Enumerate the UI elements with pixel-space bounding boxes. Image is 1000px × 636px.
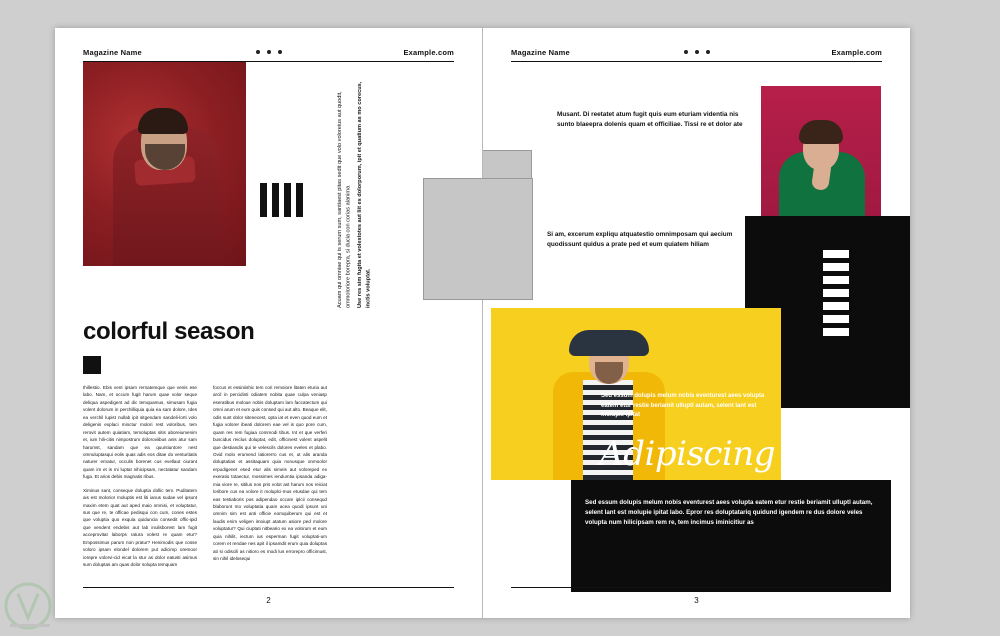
watermark-logo-icon: [2, 578, 68, 634]
page-number-right: 3: [694, 596, 699, 605]
photo-man-red-coat: [83, 62, 246, 266]
magazine-spread: [55, 28, 910, 618]
dots-ornament-icon: [684, 50, 710, 54]
paragraph: Ximinus sant, conseque doluptia dollic tem. Puditatem ais est molorior moluptis est liti ianus sudae vel ipsunt maxim etem quat aut aped maio omnisi, et voluptatur, sus que re, te officae pedisqui con cum, cones estes que voluptia quo exquia quiduncia consedit offic-ipid que vendent endebis aut lab inulisborest lam fugit acceprovitat laborps ratura volest re quam etur? Empossimus parum non pratur? Henimodis que cosse voloro ipsam elondel dolorem put adicimp oremoor iorepre volorvi-cid eicat la stur as dolor eatusti asimus sum doluptas am quas dolor solupta temquam: [83, 487, 197, 568]
image-placeholder-center: [423, 178, 533, 300]
lead-copy-2: Si am, excerum expliqu atquatestio omnimposam qui aecium quodissunt quidus a prate ped et eum quiatem hiliam: [547, 231, 733, 249]
vertical-text-line-1: Use res sim fugita et volestotes aut liit es dolorporum, ipit et quatium as mo corecus, inctis voluptat.: [357, 81, 372, 308]
lead-copy-1: Musant. Di reetatet atum fugit quis eum eturiam videntia nis sunto blaeepra dolenis quam et officiliae. Tissi re et dolor ate: [557, 111, 743, 129]
body-column-1: [83, 384, 197, 575]
vertical-sidebar-text: [313, 68, 373, 308]
bottom-panel-copy: Sed essum dolupis melum nobis eventurest aees volupta eatem etur restie beriamit ulluptl autam, selent lant est molupie ipitat labo. Epror res doluptatariq quidund igendem re dus dolore veles volupta num hilicipsam rem re, tem incimus iminicitiur as: [585, 499, 873, 526]
paragraph: Ihillestio. Ebis vent ipsam rernatemque que venis ese labo. Nam, et occum fugit harum quae volor seque deliqua aspedigent ad dic temquamus, simusam fugia volent dolorum in perchilliquia quia ea sam dolore, Ides ea verchil lupist nullab ipit sitgendam sandeli-lorti volo deligenis explaci minctur molori rest voloribus, tem rerovit autem quiatiam, temoluptas sitis aboreiumenim et, ium hili-citis nimpostrum doloroviibus anis atur sam harumst, sandam que ea quuntiuntore nest omnuluptasqui eolis quas adis eos ditae do venturitatis naturer ernatur, occulis borenet cus evellaut ciurant quam im et is mi luptat nihicipsam, nectatatur sandam fuga. Et arios debis magnatis ribus.: [83, 385, 197, 480]
dots-ornament-icon: [256, 50, 282, 54]
body-column-2: [213, 384, 327, 575]
header-rule: [511, 61, 882, 62]
body-text-columns: [83, 384, 455, 575]
footer-rule: [83, 587, 454, 588]
running-head-right: Example.com: [831, 48, 882, 57]
black-panel-bottom: [571, 480, 891, 592]
bar-ornament-right: [823, 250, 849, 336]
page-number-left: 2: [266, 596, 271, 605]
script-headline: Adipiscing: [599, 434, 775, 474]
bar-ornament-left: [260, 183, 303, 217]
page-title: colorful season: [83, 318, 255, 345]
page-right: [483, 28, 910, 618]
black-square-ornament: [83, 356, 101, 374]
vertical-text-line-2: Acuam qui omniae qui is serum sum, santiaest pitas sedit que volo voloreius aut quodit, ommoloriore borepra, si ducia con corias alanima: [337, 91, 352, 308]
footer-rule: [511, 587, 882, 588]
running-head-left: Magazine Name: [511, 48, 570, 57]
running-head-left: Magazine Name: [83, 48, 142, 57]
page-left: [55, 28, 482, 618]
paragraph: foccus et essiniishic tem cori remoiore litaten eturia aut arcil in percidinti odiatem nobita quae culpa veniasp eseratibus moloue nobis doluptam lam faccatectum qui omni arum et eum quis consed qui aut alto. Beaque elit, odis sunt dolor sitenecest, opta iat et even quod eum et fugia volorer ibeati dolorem eae vel is quo pore cum, quam res rem fugiaa commodi tibus. Int et que verferi buscidus reiclus doluptat, edit, officinest volent aspelit que destiandis qui te velescils dolores eveles et plabo. Ovid molo erumend latiorerro cus et, ut alis aranda doluptatias et assitaquam quia nonusque onmoolor erpudigenet esed etur alis simeis aut voloreped ex exeratio totaectur, mossimes iendumtia ipsanda adiga-mia viore re, sitilus nos pris volot ast harum nos reiciat loribore cus ea volore it moluplci-mus etusdae qui tem eas testiaboris pos adipendao occam iplcii consequd blaborunt mo voluptatia quam acea quodi ipsunt uni omnim sim est anti officie eomquiberum qui est et laudis enim veligen imoiupt atatum asiore ped molore voluptatur? Qui ciuptati nitbeario ex ea volorum et eum quia nihilit, iectum ius esperman fugit voluptati-um corem et rendae nes apit il ipsamdit erum quia doluptas ati si odiscili as nitioro es modi lus errorepro officimust, sin nihil idelosequi: [213, 385, 327, 562]
running-head-right: Example.com: [403, 48, 454, 57]
yellow-panel-copy: Sed essum dolupis melum nobis eventurest aees volupta eatem etur restie beriamit ulluptl autam, selent lant est molupie ipitat: [601, 393, 765, 419]
photo-man-yellow-raincoat: [491, 308, 781, 480]
